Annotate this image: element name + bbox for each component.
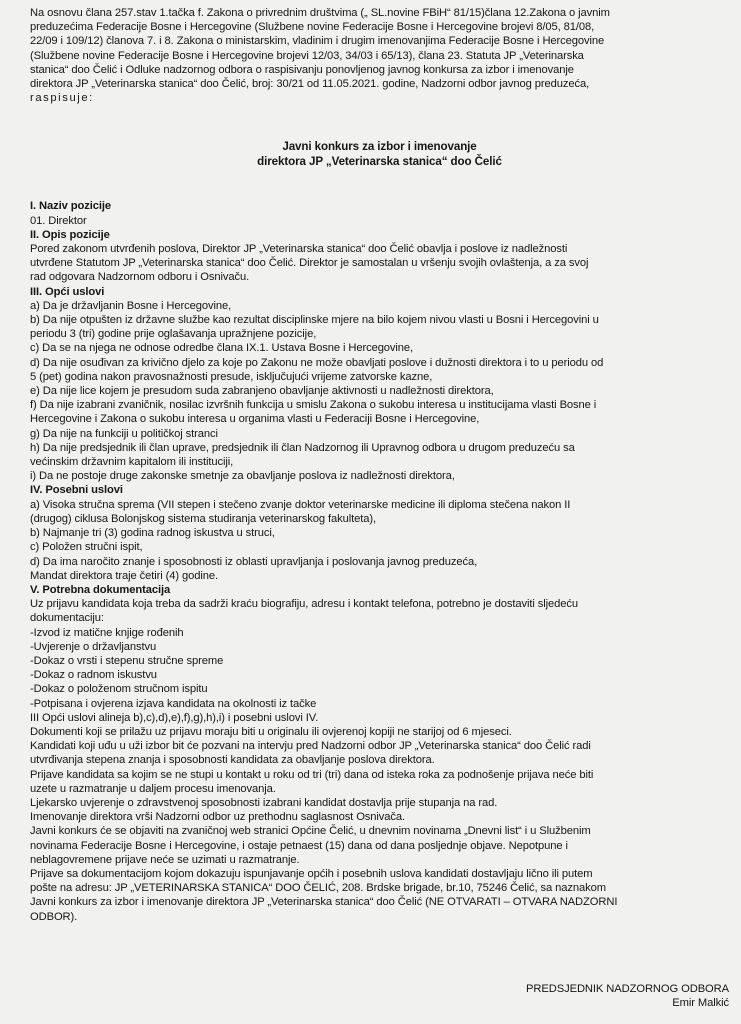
body-line: -Potpisana i ovjerena izjava kandidata na okolnosti iz tačke (30, 697, 317, 710)
body-line: novinama Federacije Bosne i Hercegovine, i ostaje petnaest (15) dana od dana posljednje objave. Nepotpune i (30, 839, 568, 852)
section-heading: III. Opći uslovi (30, 285, 105, 298)
body-line: b) Da nije otpušten iz državne službe kao rezultat disciplinske mjere na bilo kojem nivou vlasti u Bosni i Hercegovini u (30, 314, 599, 327)
body-line: Uz prijavu kandidata koja treba da sadrži kraću biografiju, adresu i kontakt telefona, potrebno je dostaviti sljedeću (30, 598, 578, 611)
signature-title: PREDSJEDNIK NADZORNOG ODBORA (526, 983, 729, 995)
intro-line-raspisuje: raspisuje: (30, 92, 94, 105)
body-line: d) Da nije osuđivan za krivično djelo za koje po Zakonu ne može obavljati poslove i dužnosti direktora i to u periodu od (30, 356, 604, 369)
body-line: c) Položen stručni ispit, (30, 541, 143, 554)
intro-line: (Službene novine Federacije Bosne i Hercegovine brojevi 12/03, 34/03 i 65/13), člana 23. Statuta JP „Veterinarska (30, 49, 584, 62)
section-heading: IV. Posebni uslovi (30, 484, 123, 497)
signature-name: Emir Malkić (672, 997, 729, 1009)
body-line: b) Najmanje tri (3) godina radnog iskustva u struci, (30, 527, 275, 540)
body-line: a) Visoka stručna sprema (VII stepen i stečeno zvanje doktor veterinarske medicine ili diploma stečena nakon II (30, 498, 571, 511)
document-title (30, 139, 729, 169)
body-line: utvrđivanja stepena znanja i sposobnosti kandidata za obavljanje poslova direktora. (30, 754, 435, 767)
signature-block (526, 982, 729, 1010)
body-line: d) Da ima naročito znanje i sposobnosti iz oblasti upravljanja i poslovanja javnog preduzeća, (30, 555, 478, 568)
body-line: -Dokaz o položenom stručnom ispitu (30, 683, 208, 696)
body-line: -Dokaz o vrsti i stepenu stručne spreme (30, 654, 224, 667)
document-body (30, 199, 729, 923)
body-line: Imenovanje direktora vrši Nadzorni odbor uz prethodnu saglasnost Osnivača. (30, 811, 406, 824)
intro-line: preduzećima Federacije Bosne i Hercegovine (Službene novine Federacije Bosne i Hercegovine brojevi 8/05, 81/08, (30, 21, 595, 34)
section-heading: I. Naziv pozicije (30, 200, 111, 213)
body-line: f) Da nije izabrani zvaničnik, nosilac izvršnih funkcija u smislu Zakona o sukobu interesa u institucijama vlasti Bosne i (30, 399, 597, 412)
intro-line: Na osnovu člana 257.stav 1.tačka f. Zakona o privrednim društvima („ SL.novine FBiH“ 81/15)člana 12.Zakona o javnim (30, 7, 610, 19)
intro-line: stanica“ doo Čelić i Odluke nadzornog odbora o raspisivanju ponovljenog javnog konkursa za izbor i imenovanje (30, 63, 574, 76)
intro-line: direktora JP „Veterinarska stanica“ doo Čelić, broj: 30/21 od 11.05.2021. godine, Nadzorni odbor javnog preduzeća, (30, 78, 590, 91)
body-line: -Uvjerenje o državljanstvu (30, 640, 157, 653)
body-line: periodu 3 (tri) godine prije oglašavanja upražnjene pozicije, (30, 328, 317, 341)
body-line: h) Da nije predsjednik ili član uprave, predsjednik ili član Nadzornog ili Upravnog odbora u drugom preduzeću sa (30, 441, 575, 454)
body-line: rad odgovara Nadzornom odboru i Osnivaču. (30, 271, 250, 284)
body-line: Kandidati koji uđu u uži izbor bit će pozvani na intervju pred Nadzorni odbor JP „Veterinarska stanica“ doo Čelić radi (30, 740, 591, 753)
body-line: Prijave kandidata sa kojim se ne stupi u kontakt u roku od tri (tri) dana od isteka roka za podnošenje prijava neće biti (30, 768, 594, 781)
body-line: g) Da nije na funkciji u političkoj stranci (30, 427, 218, 440)
body-line: Ljekarsko uvjerenje o zdravstvenoj sposobnosti izabrani kandidat dostavlja prije stupanja na rad. (30, 796, 498, 809)
body-line: utvrđene Statutom JP „Veterinarska stanica“ doo Čelić. Direktor je samostalan u vršenju svojih ovlaštenja, a za svoj (30, 257, 589, 270)
body-line: neblagovremene prijave neće se uzimati u razmatranje. (30, 853, 300, 866)
body-line: Javni konkurs za izbor i imenovanje direktora JP „Veterinarska stanica“ doo Čelić (NE OTVARATI – OTVARA NADZORNI (30, 896, 618, 909)
body-line: c) Da se na njega ne odnose odredbe člana IX.1. Ustava Bosne i Hercegovine, (30, 342, 414, 355)
body-line: -Izvod iz matične knjige rođenih (30, 626, 184, 639)
body-line: većinskim državnim kapitalom ili instituciji, (30, 456, 234, 469)
body-line: uzete u razmatranje u daljem procesu imenovanja. (30, 782, 276, 795)
body-line: 01. Direktor (30, 214, 87, 227)
body-line: dokumentaciju: (30, 612, 104, 625)
title-line-2: direktora JP „Veterinarska stanica“ doo Čelić (257, 155, 502, 169)
body-line: a) Da je državljanin Bosne i Hercegovine, (30, 299, 232, 312)
intro-line: 22/09 i 109/12) članova 7. i 8. Zakona o ministarskim, vladinim i drugim imenovanjima Federacije Bosne i Hercegovine (30, 35, 605, 48)
body-line: (drugog) ciklusa Bolonjskog sistema studiranja veterinarskog fakulteta), (30, 512, 376, 525)
body-line: i) Da ne postoje druge zakonske smetnje za obavljanje poslova iz nadležnosti direktora, (30, 470, 455, 483)
body-line: pošte na adresu: JP „VETERINARSKA STANICA“ DOO ČELIĆ, 208. Brdske brigade, br.10, 75246 Čelić, sa naznakom (30, 882, 606, 895)
body-line: III Opći uslovi alineja b),c),d),e),f),g),h),i) i posebni uslovi IV. (30, 711, 319, 724)
section-heading: II. Opis pozicije (30, 228, 110, 241)
intro-paragraph (30, 6, 729, 105)
body-line: Mandat direktora traje četiri (4) godine. (30, 569, 219, 582)
body-line: Pored zakonom utvrđenih poslova, Direktor JP „Veterinarska stanica“ doo Čelić obavlja i poslove iz nadležnosti (30, 243, 568, 256)
title-line-1: Javni konkurs za izbor i imenovanje (282, 140, 477, 154)
body-line: e) Da nije lice kojem je presudom suda zabranjeno obavljanje aktivnosti u nadležnosti direktora, (30, 385, 494, 398)
body-line: Hercegovine i Zakona o sukobu interesa u organima vlasti u Federaciji Bosne i Hercegovine, (30, 413, 480, 426)
body-line: -Dokaz o radnom iskustvu (30, 669, 157, 682)
body-line: Dokumenti koji se prilažu uz prijavu moraju biti u originalu ili ovjerenoj kopiji ne starijoj od 6 mjeseci. (30, 725, 512, 738)
body-line: 5 (pet) godina nakon pravosnažnosti presude, isključujući vrijeme zatvorske kazne, (30, 370, 433, 383)
section-heading: V. Potrebna dokumentacija (30, 583, 171, 596)
body-line: ODBOR). (30, 910, 78, 923)
body-line: Javni konkurs će se objaviti na zvaničnoj web stranici Općine Čelić, u dnevnim novinama „Dnevni list“ i u Službenim (30, 825, 591, 838)
body-line: Prijave sa dokumentacijom kojom dokazuju ispunjavanje općih i posebnih uslova kandidati dostavljaju lično ili putem (30, 867, 593, 880)
